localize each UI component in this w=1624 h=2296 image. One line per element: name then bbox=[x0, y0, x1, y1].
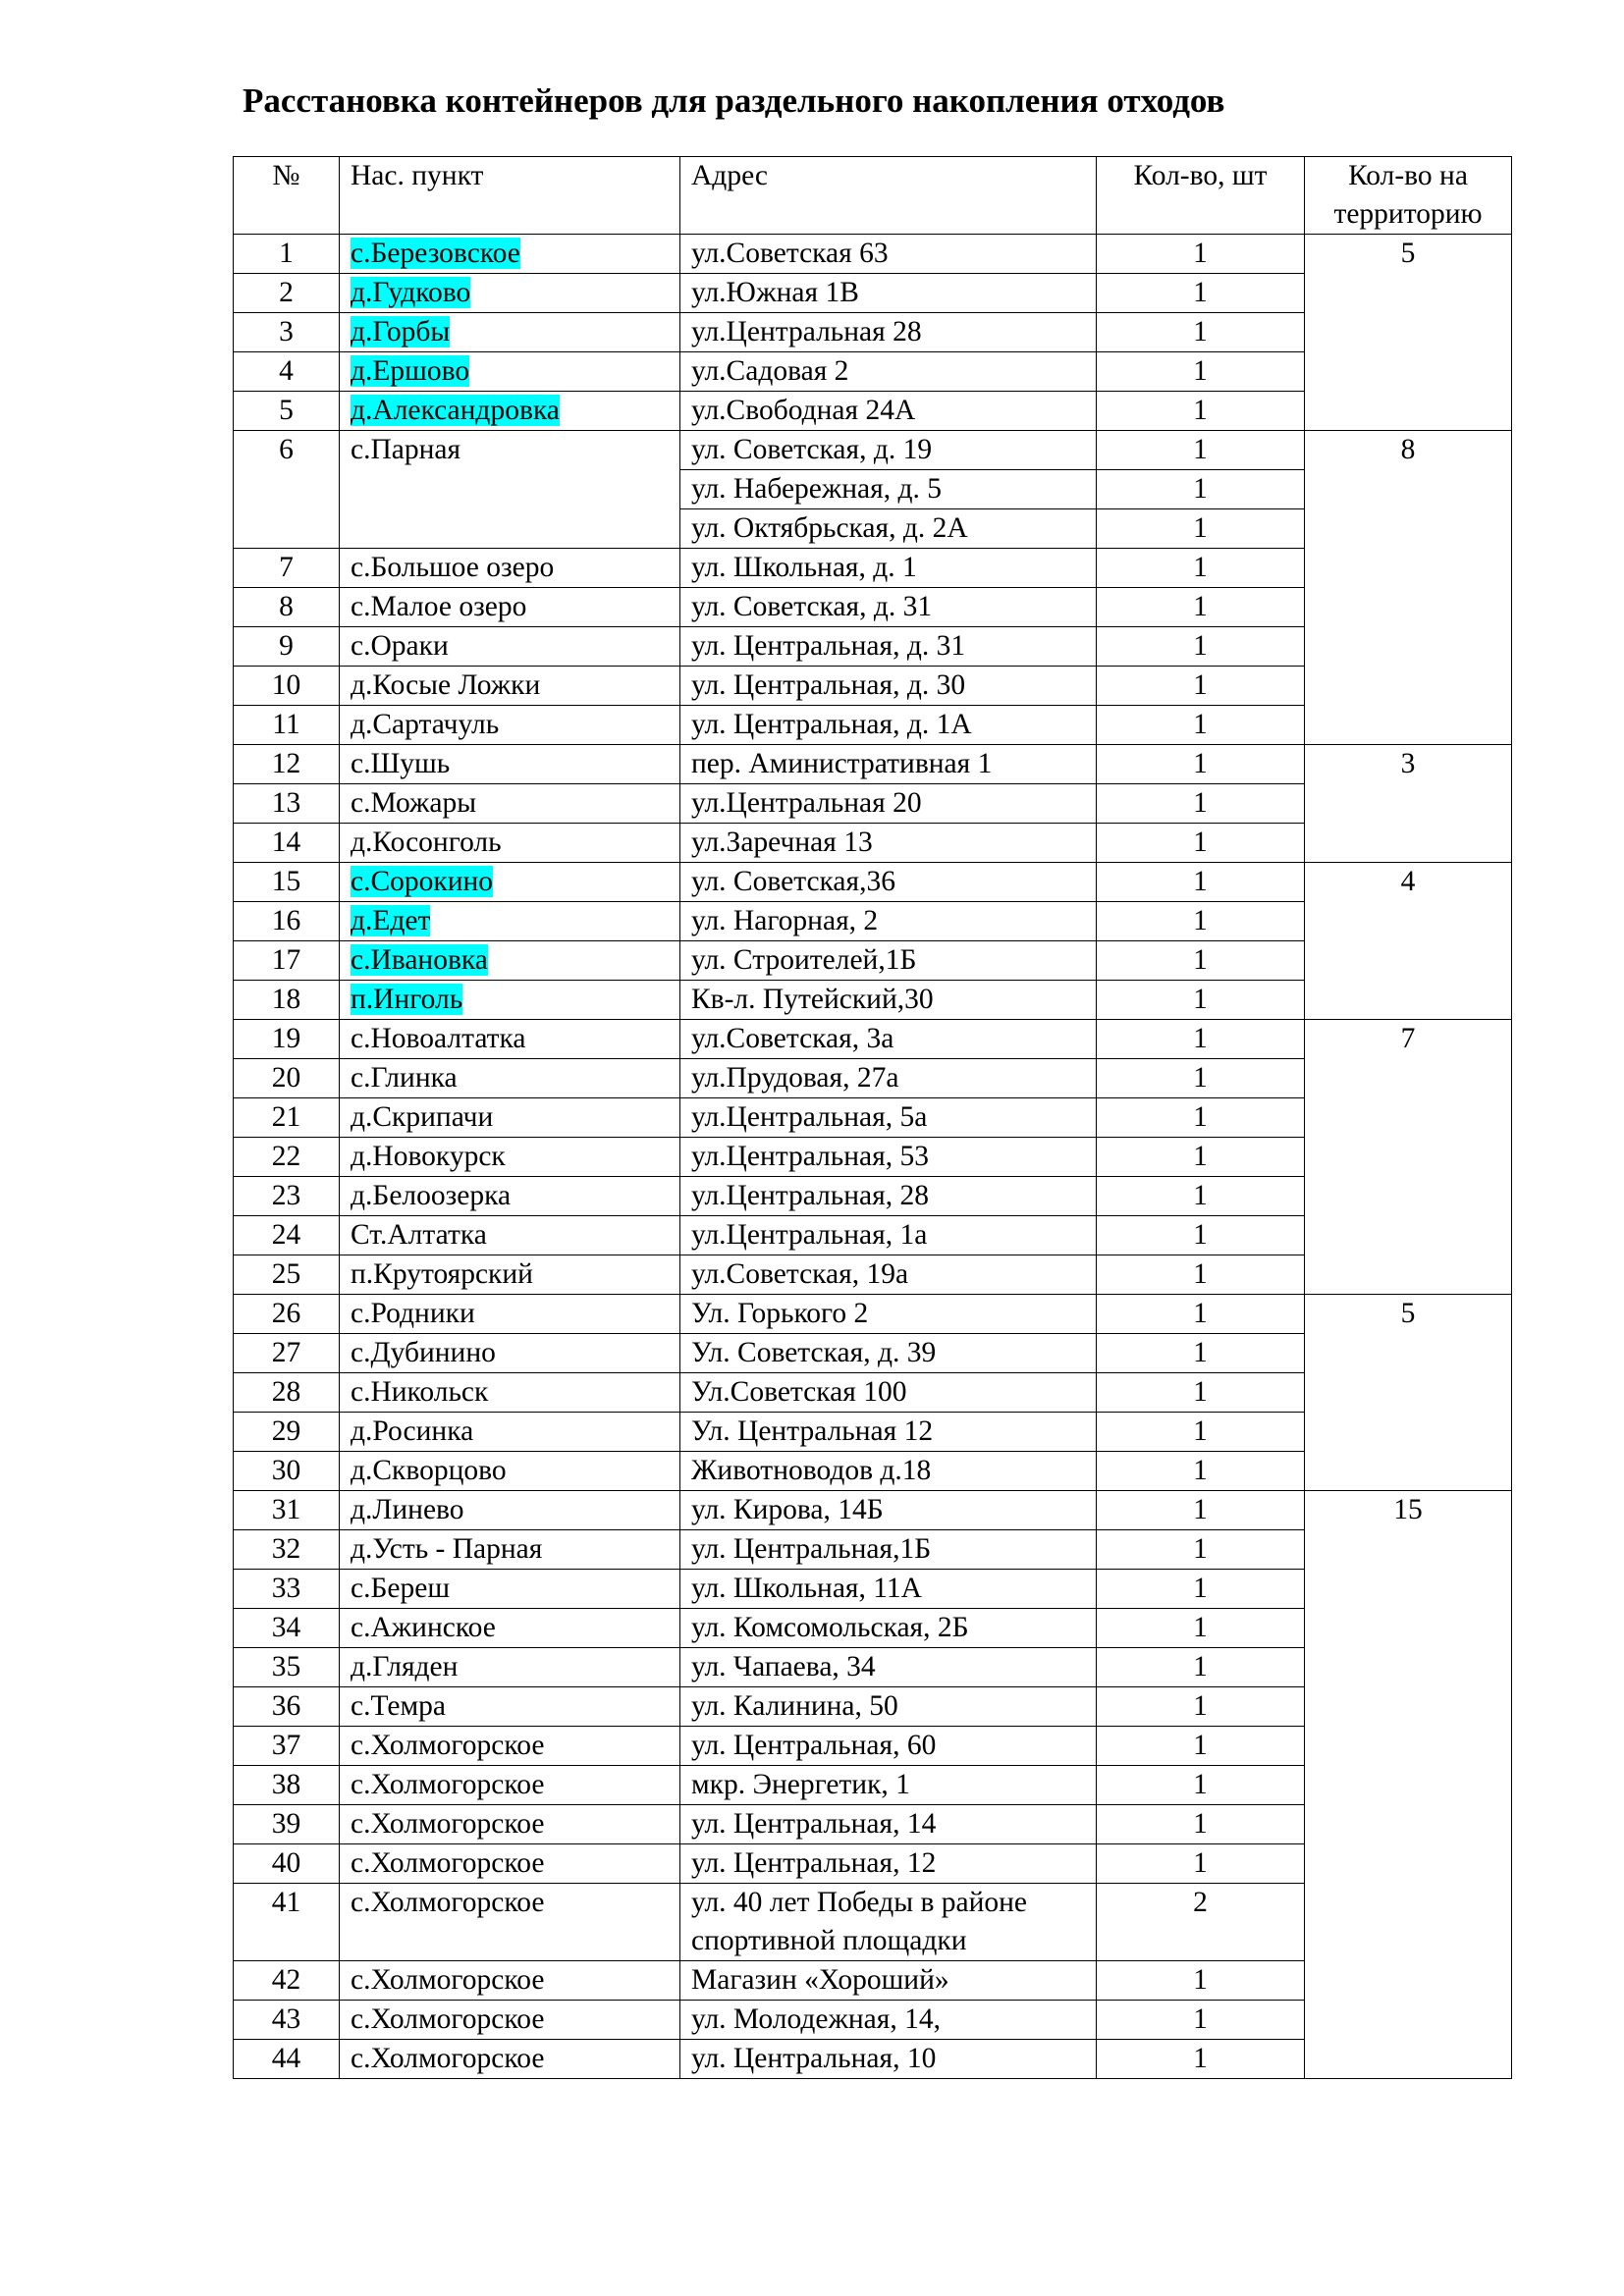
territory-quantity: 15 bbox=[1305, 1491, 1512, 2079]
settlement-name: с.Холмогорское bbox=[340, 1805, 680, 1844]
row-number: 44 bbox=[234, 2040, 340, 2079]
settlement-name bbox=[340, 981, 680, 1020]
header-number: № bbox=[234, 157, 340, 235]
row-number: 36 bbox=[234, 1687, 340, 1727]
row-number: 19 bbox=[234, 1020, 340, 1059]
territory-quantity: 3 bbox=[1305, 745, 1512, 863]
row-number: 6 bbox=[234, 431, 340, 549]
container-quantity: 1 bbox=[1097, 1255, 1305, 1295]
container-quantity: 1 bbox=[1097, 1844, 1305, 1884]
address: ул. Советская,36 bbox=[680, 863, 1097, 902]
row-number: 9 bbox=[234, 627, 340, 667]
address: Магазин «Хороший» bbox=[680, 1961, 1097, 2001]
container-quantity: 1 bbox=[1097, 1530, 1305, 1570]
container-quantity: 1 bbox=[1097, 1961, 1305, 2001]
address: ул.Центральная, 1а bbox=[680, 1216, 1097, 1255]
settlement-name bbox=[340, 274, 680, 313]
address: Животноводов д.18 bbox=[680, 1452, 1097, 1491]
container-quantity: 1 bbox=[1097, 784, 1305, 824]
header-territory-quantity: Кол-во на территорию bbox=[1305, 157, 1512, 235]
container-quantity: 1 bbox=[1097, 1413, 1305, 1452]
container-quantity: 1 bbox=[1097, 1059, 1305, 1098]
highlighted-text: д.Едет bbox=[351, 905, 431, 936]
address: ул. Октябрьская, д. 2А bbox=[680, 509, 1097, 549]
settlement-name: с.Никольск bbox=[340, 1373, 680, 1413]
address: ул. Центральная, 10 bbox=[680, 2040, 1097, 2079]
settlement-name: с.Парная bbox=[340, 431, 680, 549]
address: ул.Свободная 24А bbox=[680, 392, 1097, 431]
address: ул. Набережная, д. 5 bbox=[680, 470, 1097, 509]
container-quantity: 1 bbox=[1097, 1373, 1305, 1413]
address: ул. Молодежная, 14, bbox=[680, 2001, 1097, 2040]
settlement-name bbox=[340, 235, 680, 274]
row-number: 31 bbox=[234, 1491, 340, 1530]
settlement-name: д.Росинка bbox=[340, 1413, 680, 1452]
highlighted-text: д.Горбы bbox=[351, 316, 451, 347]
address: ул. Комсомольская, 2Б bbox=[680, 1609, 1097, 1648]
row-number: 2 bbox=[234, 274, 340, 313]
settlement-name bbox=[340, 863, 680, 902]
territory-quantity: 8 bbox=[1305, 431, 1512, 745]
highlighted-text: п.Инголь bbox=[351, 984, 463, 1015]
header-quantity: Кол-во, шт bbox=[1097, 157, 1305, 235]
address: ул. Центральная, 14 bbox=[680, 1805, 1097, 1844]
settlement-name: Ст.Алтатка bbox=[340, 1216, 680, 1255]
settlement-name: с.Ажинское bbox=[340, 1609, 680, 1648]
settlement-name bbox=[340, 902, 680, 941]
container-quantity: 1 bbox=[1097, 1216, 1305, 1255]
highlighted-text: с.Березовское bbox=[351, 238, 520, 269]
address: ул. Школьная, д. 1 bbox=[680, 549, 1097, 588]
territory-quantity: 4 bbox=[1305, 863, 1512, 1020]
territory-quantity: 5 bbox=[1305, 235, 1512, 431]
settlement-name: д.Усть - Парная bbox=[340, 1530, 680, 1570]
row-number: 10 bbox=[234, 667, 340, 706]
row-number: 7 bbox=[234, 549, 340, 588]
address: Ул. Центральная 12 bbox=[680, 1413, 1097, 1452]
container-quantity: 1 bbox=[1097, 745, 1305, 784]
container-quantity: 1 bbox=[1097, 941, 1305, 981]
container-quantity: 1 bbox=[1097, 588, 1305, 627]
address: ул.Центральная, 28 bbox=[680, 1177, 1097, 1216]
settlement-name: с.Ораки bbox=[340, 627, 680, 667]
header-address: Адрес bbox=[680, 157, 1097, 235]
container-quantity: 1 bbox=[1097, 627, 1305, 667]
settlement-name: с.Малое озеро bbox=[340, 588, 680, 627]
container-quantity: 1 bbox=[1097, 549, 1305, 588]
row-number: 12 bbox=[234, 745, 340, 784]
address: ул.Советская 63 bbox=[680, 235, 1097, 274]
highlighted-text: д.Ершово bbox=[351, 355, 470, 387]
container-quantity: 1 bbox=[1097, 235, 1305, 274]
container-quantity: 1 bbox=[1097, 1766, 1305, 1805]
address: пер. Аминистративная 1 bbox=[680, 745, 1097, 784]
settlement-name: с.Можары bbox=[340, 784, 680, 824]
container-quantity: 1 bbox=[1097, 1805, 1305, 1844]
row-number: 14 bbox=[234, 824, 340, 863]
row-number: 4 bbox=[234, 352, 340, 392]
container-quantity: 1 bbox=[1097, 313, 1305, 352]
container-quantity: 1 bbox=[1097, 706, 1305, 745]
row-number: 11 bbox=[234, 706, 340, 745]
row-number: 39 bbox=[234, 1805, 340, 1844]
container-quantity: 1 bbox=[1097, 863, 1305, 902]
container-quantity: 1 bbox=[1097, 824, 1305, 863]
row-number: 33 bbox=[234, 1570, 340, 1609]
row-number: 41 bbox=[234, 1884, 340, 1961]
address: ул.Заречная 13 bbox=[680, 824, 1097, 863]
highlighted-text: д.Гудково bbox=[351, 277, 471, 308]
territory-quantity: 7 bbox=[1305, 1020, 1512, 1295]
row-number: 8 bbox=[234, 588, 340, 627]
row-number: 22 bbox=[234, 1138, 340, 1177]
address: ул. Центральная, д. 31 bbox=[680, 627, 1097, 667]
settlement-name: с.Дубинино bbox=[340, 1334, 680, 1373]
row-number: 27 bbox=[234, 1334, 340, 1373]
settlement-name: с.Холмогорское bbox=[340, 1766, 680, 1805]
settlement-name: с.Большое озеро bbox=[340, 549, 680, 588]
settlement-name: д.Сартачуль bbox=[340, 706, 680, 745]
address: ул. Центральная, д. 1А bbox=[680, 706, 1097, 745]
container-quantity: 1 bbox=[1097, 1491, 1305, 1530]
row-number: 35 bbox=[234, 1648, 340, 1687]
row-number: 5 bbox=[234, 392, 340, 431]
address: ул. Чапаева, 34 bbox=[680, 1648, 1097, 1687]
address: ул.Южная 1В bbox=[680, 274, 1097, 313]
address: ул.Садовая 2 bbox=[680, 352, 1097, 392]
settlement-name: с.Холмогорское bbox=[340, 1727, 680, 1766]
address: ул.Центральная 28 bbox=[680, 313, 1097, 352]
container-quantity: 1 bbox=[1097, 1020, 1305, 1059]
address: ул.Советская, 19а bbox=[680, 1255, 1097, 1295]
row-number: 43 bbox=[234, 2001, 340, 2040]
row-number: 28 bbox=[234, 1373, 340, 1413]
settlement-name: с.Холмогорское bbox=[340, 1884, 680, 1961]
settlement-name: д.Скворцово bbox=[340, 1452, 680, 1491]
settlement-name: д.Новокурск bbox=[340, 1138, 680, 1177]
settlement-name: с.Береш bbox=[340, 1570, 680, 1609]
container-quantity: 1 bbox=[1097, 1687, 1305, 1727]
row-number: 29 bbox=[234, 1413, 340, 1452]
territory-quantity: 5 bbox=[1305, 1295, 1512, 1491]
settlement-name: с.Холмогорское bbox=[340, 2001, 680, 2040]
container-quantity: 1 bbox=[1097, 470, 1305, 509]
container-quantity: 1 bbox=[1097, 392, 1305, 431]
settlement-name: с.Новоалтатка bbox=[340, 1020, 680, 1059]
settlement-name: с.Родники bbox=[340, 1295, 680, 1334]
address: ул. Центральная, д. 30 bbox=[680, 667, 1097, 706]
address: ул.Центральная, 5а bbox=[680, 1098, 1097, 1138]
header-settlement: Нас. пункт bbox=[340, 157, 680, 235]
container-quantity: 1 bbox=[1097, 2001, 1305, 2040]
container-quantity: 1 bbox=[1097, 902, 1305, 941]
container-quantity: 1 bbox=[1097, 981, 1305, 1020]
address: ул. Центральная, 60 bbox=[680, 1727, 1097, 1766]
container-placement-table bbox=[233, 156, 1512, 2079]
address: ул. Школьная, 11А bbox=[680, 1570, 1097, 1609]
row-number: 30 bbox=[234, 1452, 340, 1491]
container-quantity: 1 bbox=[1097, 1138, 1305, 1177]
settlement-name: с.Темра bbox=[340, 1687, 680, 1727]
row-number: 16 bbox=[234, 902, 340, 941]
container-quantity: 1 bbox=[1097, 1452, 1305, 1491]
settlement-name: с.Глинка bbox=[340, 1059, 680, 1098]
container-quantity: 1 bbox=[1097, 509, 1305, 549]
settlement-name: с.Холмогорское bbox=[340, 1961, 680, 2001]
address: Ул. Советская, д. 39 bbox=[680, 1334, 1097, 1373]
row-number: 38 bbox=[234, 1766, 340, 1805]
row-number: 21 bbox=[234, 1098, 340, 1138]
address: ул.Центральная 20 bbox=[680, 784, 1097, 824]
container-quantity: 1 bbox=[1097, 431, 1305, 470]
highlighted-text: с.Сорокино bbox=[351, 866, 494, 897]
settlement-name bbox=[340, 392, 680, 431]
address: Ул.Советская 100 bbox=[680, 1373, 1097, 1413]
container-quantity: 1 bbox=[1097, 2040, 1305, 2079]
address: ул. Калинина, 50 bbox=[680, 1687, 1097, 1727]
container-quantity: 1 bbox=[1097, 1609, 1305, 1648]
container-quantity: 1 bbox=[1097, 1334, 1305, 1373]
container-quantity: 1 bbox=[1097, 667, 1305, 706]
row-number: 25 bbox=[234, 1255, 340, 1295]
row-number: 34 bbox=[234, 1609, 340, 1648]
row-number: 13 bbox=[234, 784, 340, 824]
row-number: 3 bbox=[234, 313, 340, 352]
settlement-name bbox=[340, 313, 680, 352]
address: ул. Советская, д. 19 bbox=[680, 431, 1097, 470]
container-quantity: 1 bbox=[1097, 1570, 1305, 1609]
table-row bbox=[234, 1020, 1512, 1059]
address: ул.Советская, 3а bbox=[680, 1020, 1097, 1059]
row-number: 26 bbox=[234, 1295, 340, 1334]
container-quantity: 1 bbox=[1097, 1295, 1305, 1334]
document-title: Расстановка контейнеров для раздельного накопления отходов bbox=[243, 81, 1225, 120]
address: ул. Кирова, 14Б bbox=[680, 1491, 1097, 1530]
settlement-name bbox=[340, 352, 680, 392]
table-row bbox=[234, 1491, 1512, 1530]
table-row bbox=[234, 235, 1512, 274]
table-row bbox=[234, 1295, 1512, 1334]
address: ул. 40 лет Победы в районе спортивной площадки bbox=[680, 1884, 1097, 1961]
settlement-name: д.Белоозерка bbox=[340, 1177, 680, 1216]
address: ул. Центральная, 12 bbox=[680, 1844, 1097, 1884]
table-row bbox=[234, 745, 1512, 784]
row-number: 42 bbox=[234, 1961, 340, 2001]
row-number: 20 bbox=[234, 1059, 340, 1098]
row-number: 24 bbox=[234, 1216, 340, 1255]
address: ул.Прудовая, 27а bbox=[680, 1059, 1097, 1098]
container-quantity: 1 bbox=[1097, 274, 1305, 313]
row-number: 15 bbox=[234, 863, 340, 902]
settlement-name: д.Косые Ложки bbox=[340, 667, 680, 706]
highlighted-text: д.Александровка bbox=[351, 395, 560, 426]
settlement-name: д.Линево bbox=[340, 1491, 680, 1530]
table-row bbox=[234, 863, 1512, 902]
row-number: 40 bbox=[234, 1844, 340, 1884]
row-number: 17 bbox=[234, 941, 340, 981]
settlement-name: д.Косонголь bbox=[340, 824, 680, 863]
container-quantity: 2 bbox=[1097, 1884, 1305, 1961]
address: ул. Нагорная, 2 bbox=[680, 902, 1097, 941]
table-row bbox=[234, 431, 1512, 470]
row-number: 37 bbox=[234, 1727, 340, 1766]
address: ул. Центральная,1Б bbox=[680, 1530, 1097, 1570]
settlement-name: п.Крутоярский bbox=[340, 1255, 680, 1295]
table-header-row bbox=[234, 157, 1512, 235]
row-number: 23 bbox=[234, 1177, 340, 1216]
settlement-name: с.Холмогорское bbox=[340, 1844, 680, 1884]
row-number: 18 bbox=[234, 981, 340, 1020]
address: ул.Центральная, 53 bbox=[680, 1138, 1097, 1177]
settlement-name: д.Гляден bbox=[340, 1648, 680, 1687]
container-quantity: 1 bbox=[1097, 352, 1305, 392]
row-number: 32 bbox=[234, 1530, 340, 1570]
settlement-name: с.Шушь bbox=[340, 745, 680, 784]
address: ул. Строителей,1Б bbox=[680, 941, 1097, 981]
settlement-name: с.Холмогорское bbox=[340, 2040, 680, 2079]
highlighted-text: с.Ивановка bbox=[351, 944, 488, 976]
settlement-name bbox=[340, 941, 680, 981]
row-number: 1 bbox=[234, 235, 340, 274]
address: ул. Советская, д. 31 bbox=[680, 588, 1097, 627]
address: Кв-л. Путейский,30 bbox=[680, 981, 1097, 1020]
settlement-name: д.Скрипачи bbox=[340, 1098, 680, 1138]
container-quantity: 1 bbox=[1097, 1098, 1305, 1138]
address: Ул. Горького 2 bbox=[680, 1295, 1097, 1334]
container-quantity: 1 bbox=[1097, 1648, 1305, 1687]
container-quantity: 1 bbox=[1097, 1727, 1305, 1766]
address: мкр. Энергетик, 1 bbox=[680, 1766, 1097, 1805]
container-quantity: 1 bbox=[1097, 1177, 1305, 1216]
